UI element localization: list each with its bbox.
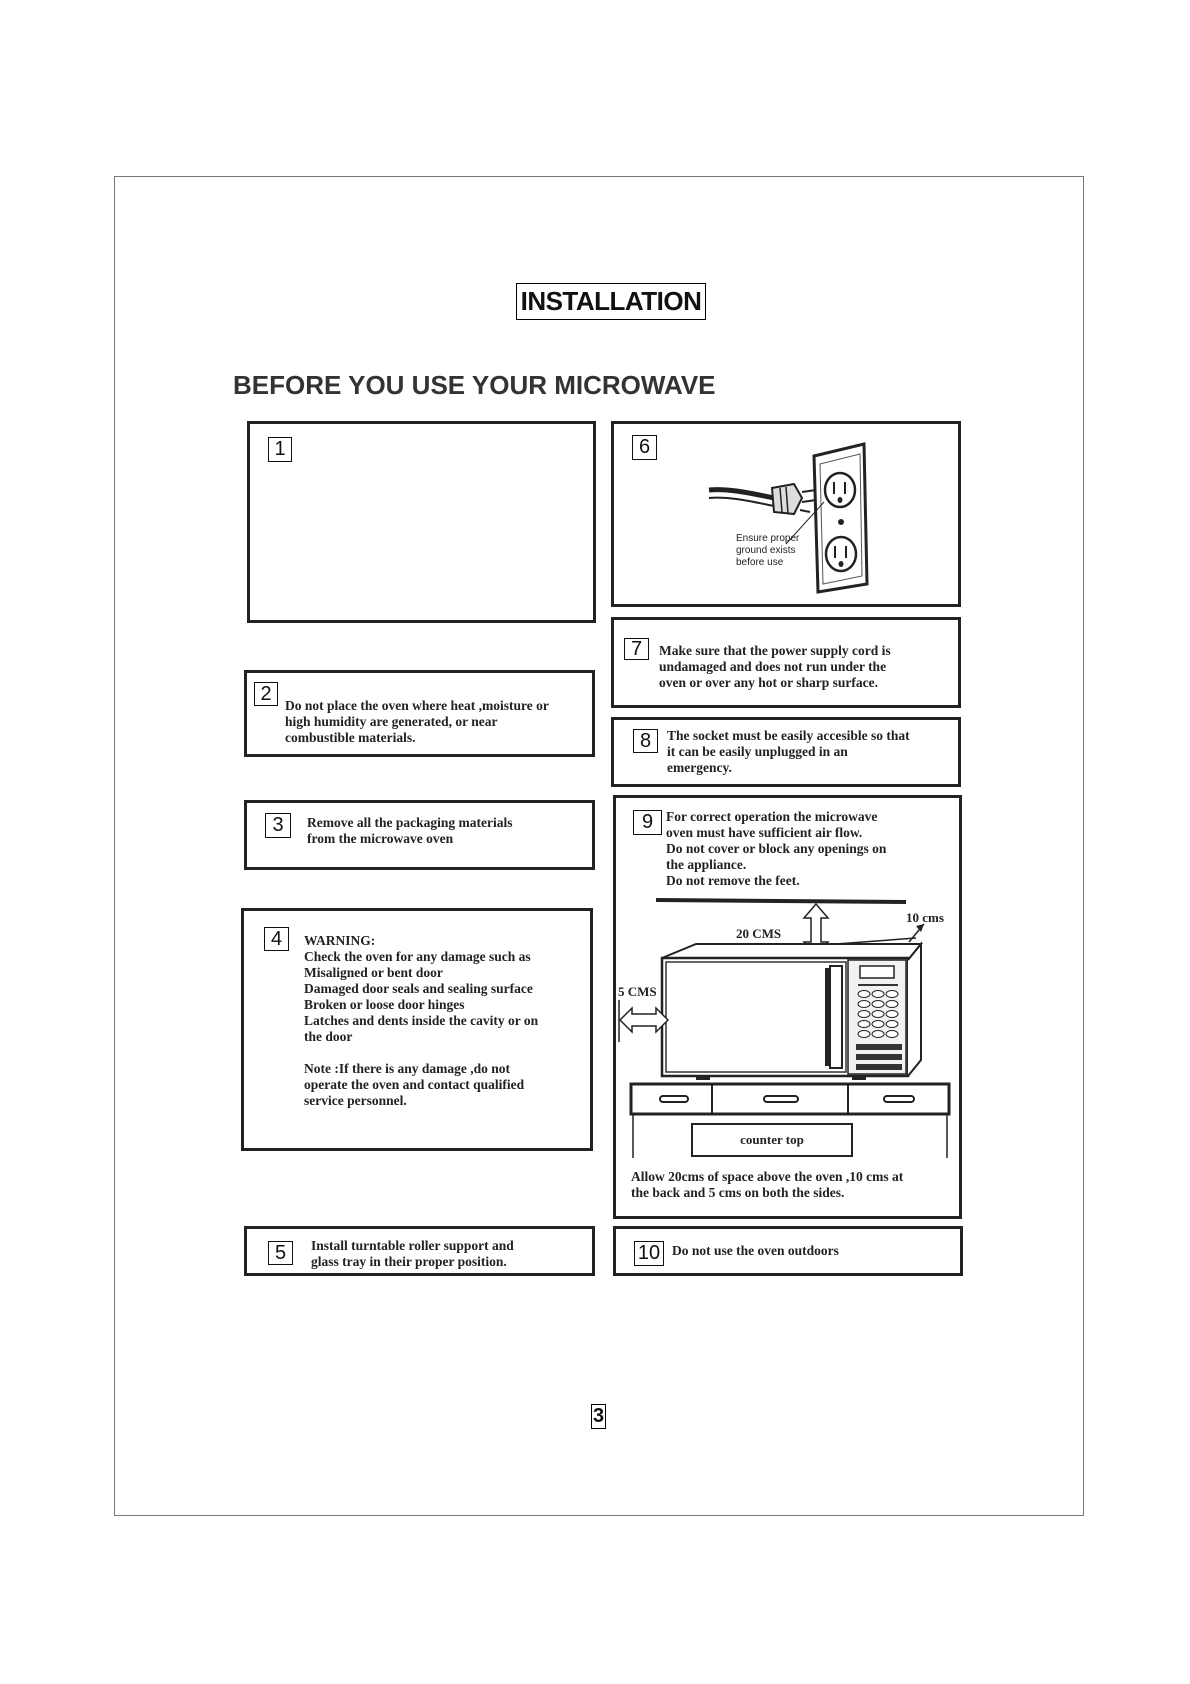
step-text: Install turntable roller support and glass tray in their proper position.	[311, 1238, 514, 1269]
step-9-box	[613, 795, 962, 1219]
step-number: 6	[632, 435, 657, 460]
step-number: 4	[264, 927, 289, 951]
step-text: For correct operation the microwave oven must have sufficient air flow. Do not cover or block any openings on the appliance. Do not remove the feet.	[666, 809, 887, 888]
step-8-box	[611, 717, 961, 787]
step-6-box	[611, 421, 961, 607]
step-1-box	[247, 421, 596, 623]
step-number: 1	[268, 437, 292, 462]
step-number: 5	[268, 1241, 293, 1265]
step-text: Remove all the packaging materials from the microwave oven	[307, 815, 513, 846]
step-number: 10	[634, 1241, 664, 1266]
clearance-note: Allow 20cms of space above the oven ,10 cms at the back and 5 cms on both the sides.	[631, 1169, 904, 1200]
step-number: 9	[633, 810, 662, 835]
step-7-box	[611, 617, 961, 708]
step-2-box	[244, 670, 595, 757]
page-number: 3	[592, 1405, 605, 1427]
plug-outlet-illustration	[614, 424, 958, 604]
section-heading: BEFORE YOU USE YOUR MICROWAVE	[233, 370, 716, 400]
step-text: WARNING: Check the oven for any damage such as Misaligned or bent door Damaged door seals and sealing surface Broken or loose door hinges Latches and dents inside the cavity or on the door Note :If there is any damage ,do not operate the oven and contact qualified service personnel.	[304, 933, 539, 1108]
step-number: 2	[254, 682, 278, 706]
side-clearance-label: 5 CMS	[618, 984, 657, 999]
step-number: 3	[265, 813, 291, 838]
step-3-box	[244, 800, 595, 870]
back-clearance-label: 10 cms	[906, 910, 944, 925]
step-5-box	[244, 1226, 595, 1276]
step-10-box	[613, 1226, 963, 1276]
ground-caption: Ensure proper ground exists before use	[736, 533, 800, 568]
step-text: Do not place the oven where heat ,moisture or high humidity are generated, or near combustible materials.	[285, 698, 549, 745]
counter-top-label: counter top	[740, 1132, 804, 1147]
step-number: 7	[624, 638, 649, 660]
step-4-box	[241, 908, 593, 1151]
page-title: INSTALLATION	[516, 283, 706, 320]
step-text: The socket must be easily accesible so that it can be easily unplugged in an emergency.	[667, 728, 910, 775]
step-text: Make sure that the power supply cord is undamaged and does not run under the oven or over any hot or sharp surface.	[659, 643, 891, 690]
top-clearance-label: 20 CMS	[736, 926, 782, 941]
step-number: 8	[633, 729, 658, 753]
step-text: Do not use the oven outdoors	[672, 1243, 839, 1258]
